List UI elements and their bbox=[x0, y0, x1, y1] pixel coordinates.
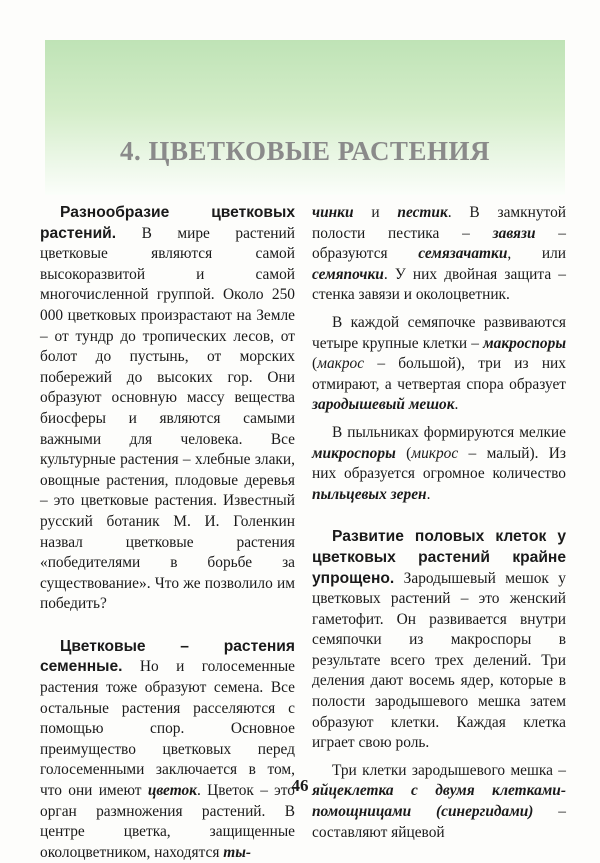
paragraph-text: . bbox=[426, 485, 431, 503]
term-seed-bud: семяпочки bbox=[312, 265, 384, 283]
paragraph-text: В каждой семяпочке развиваются четыре крупные клетки – bbox=[312, 313, 566, 352]
left-column bbox=[40, 203, 295, 863]
section-seed-plants bbox=[40, 637, 295, 863]
paragraph-text: Зародышевый мешок у цветковых растений – это женский гаметофит. Он развивается внутри семяпочки из макроспоры в результате всего трех делений. Три деления дают восемь ядер, которые в полости зародышевого мешка затем образуют клетки. Каждая клетка играет свою роль. bbox=[312, 569, 566, 752]
paragraph-ovary bbox=[312, 203, 566, 306]
section-diversity bbox=[40, 203, 295, 615]
paragraph-text: – образуются bbox=[312, 224, 566, 263]
term-ovary: завязи bbox=[492, 224, 536, 242]
term-stamens-end: чинки bbox=[312, 204, 354, 221]
term-ovule: семязачатки bbox=[418, 245, 508, 263]
term-makros: макрос bbox=[317, 355, 365, 373]
chapter-title: 4. ЦВЕТКОВЫЕ РАСТЕНИЯ bbox=[120, 136, 490, 166]
paragraph-text: . У них двойная защита – стенка завязи и околоцветник. bbox=[312, 265, 566, 304]
term-egg-cell: яйцеклетка с двумя клетками-помощницами (синергидами) bbox=[312, 782, 566, 821]
term-macrospores: макроспоры bbox=[483, 334, 566, 352]
paragraph-text: – составляют яйцевой bbox=[312, 803, 566, 841]
term-pollen-grains: пыльцевых зерен bbox=[312, 485, 427, 503]
paragraph-text: , или bbox=[507, 245, 566, 263]
paragraph-text: – малый). Из них образуется огромное количество bbox=[312, 444, 566, 483]
section-heading-sex-cells: Развитие половых клеток у цветковых растений крайне упрощено. bbox=[312, 528, 566, 587]
paragraph-text: – большой), три из них отмирают, а четвертая спора образует bbox=[312, 355, 566, 393]
term-microspores: микроспоры bbox=[312, 444, 396, 462]
term-pistil: пестик bbox=[397, 204, 448, 221]
paragraph-text: . bbox=[454, 396, 459, 414]
term-flower: цветок bbox=[147, 782, 197, 800]
paragraph-text: Три клетки зародышевого мешка – bbox=[332, 761, 566, 779]
term-mikros: микрос bbox=[411, 444, 459, 462]
page-number: 46 bbox=[291, 776, 309, 795]
paragraph-text: и bbox=[353, 204, 398, 221]
paragraph-text: В пыльниках формируются мелкие bbox=[332, 423, 566, 441]
section-heading-diversity: Разнообразие цветковых растений. bbox=[40, 204, 295, 242]
paragraph-text: . В замкнутой полости пестика – bbox=[312, 204, 567, 242]
paragraph-macrospores bbox=[312, 313, 566, 416]
term-stamens-start: ты- bbox=[223, 843, 252, 861]
paragraph-text: В мире растений цветковые являются самой высокоразвитой и самой многочисленной группой. Около 250 000 цветковых произрастают на Земле – от тундр до тропических лесов, от болот до пустынь, от морских побережий до высоких гор. Они образуют основную массу вещества биосферы и являются самыми важными для человека. Все культурные растения – хлебные злаки, овощные растения, плодовые деревья – это цветковые растения. Известный русский ботаник М. И. Голенкин назвал цветковые растения «победителями в борьбе за существование». Что же позволило им победить? bbox=[40, 224, 295, 613]
chapter-banner bbox=[45, 40, 565, 195]
section-heading-seed-plants: Цветковые – растения семенные. bbox=[40, 637, 295, 676]
paragraph-text: ( bbox=[312, 355, 318, 373]
term-embryo-sac: зародышевый мешок bbox=[312, 396, 455, 414]
paragraph-text: ( bbox=[395, 444, 412, 462]
section-sex-cells bbox=[312, 527, 566, 754]
right-column bbox=[312, 203, 566, 843]
paragraph-microspores bbox=[312, 423, 566, 505]
paragraph-text: Но и голосеменные растения тоже образуют семена. Все остальные растения расселяются с помощью спор. Основное преимущество цветковых перед голосеменными заключается в том, что они имеют bbox=[40, 658, 295, 800]
paragraph-text: . Цветок – это орган размножения растений. В центре цветка, защищенные околоцветником, находятся bbox=[40, 782, 295, 861]
